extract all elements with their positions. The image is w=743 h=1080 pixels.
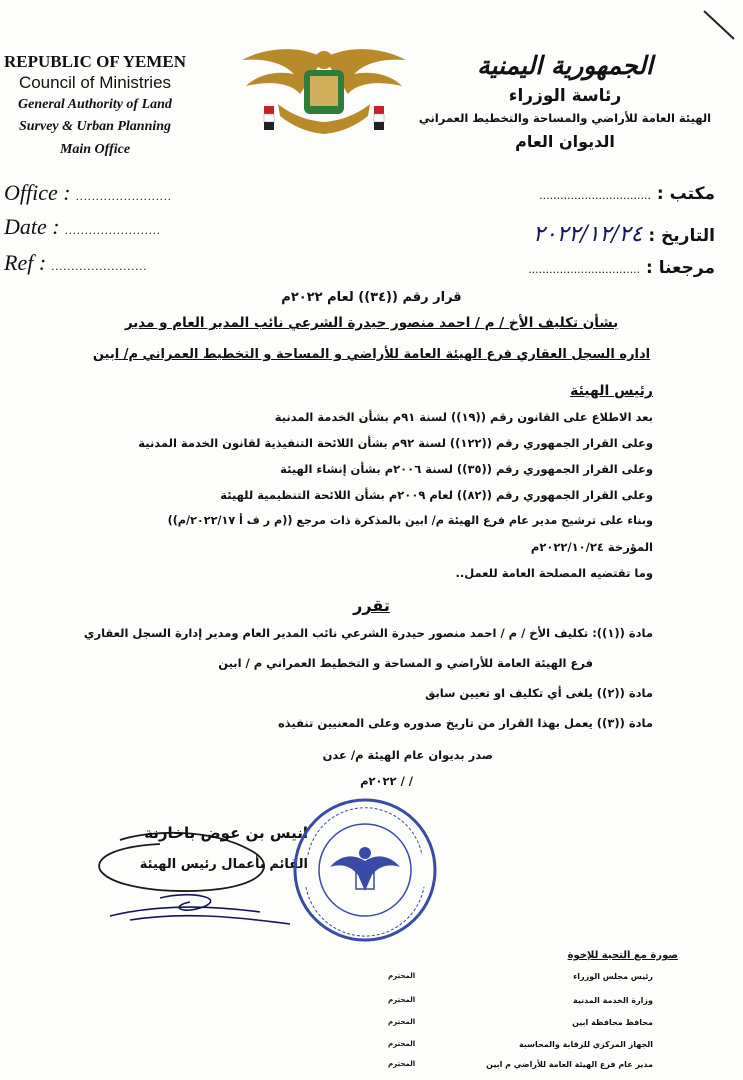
cc-recipient-5: مدير عام فرع الهيئة العامة للأراضي م ابين: [486, 1060, 653, 1069]
ref-field-en: [4, 250, 148, 276]
office-field-en: [4, 180, 172, 206]
office-field-ar: [539, 184, 715, 204]
date-label-ar: التاريخ :: [648, 226, 715, 246]
corner-pen-mark: [700, 5, 740, 45]
article-3: مادة ((٣)) يعمل بهذا القرار من تاريخ صدوره وعلى المعنيين تنفيذه: [277, 716, 653, 730]
preamble-1: بعد الاطلاع على القانون رقم ((١٩)) لسنة ٩١م بشأن الخدمة المدنية: [274, 410, 653, 424]
article-1-continued: فرع الهيئة العامة للأراضي و المساحة و التخطيط العمراني م / ابين: [218, 656, 593, 670]
header-en-office: Main Office: [59, 142, 131, 157]
ref-field-ar: [528, 258, 715, 278]
preamble-5-continued: المؤرخة ٢٠٢٢/١٠/٢٤م: [530, 540, 653, 554]
header-ar-authority: الهيئة العامة للأراضي والمساحة والتخطيط العمراني: [418, 111, 712, 125]
cc-respect-2: المحترم: [388, 996, 416, 1004]
cc-respect-1: المحترم: [388, 972, 416, 980]
cc-recipient-4: الجهاز المركزي للرقابة والمحاسبة: [519, 1040, 653, 1049]
date-label-en: Date :: [4, 214, 60, 239]
decree-subject-line1: بشأن تكليف الأخ / م / احمد منصور حيدرة الشرعي نائب المدير العام و مدير: [124, 315, 619, 331]
chairman-heading: رئيس الهيئة: [570, 383, 653, 399]
decree-subject-line2: اداره السجل العقاري فرع الهيئة العامة للأراضي و المساحة و التخطيط العمراني م/ ابين: [92, 347, 651, 362]
cc-respect-4: المحترم: [388, 1040, 416, 1048]
date-dots-en: ........................: [65, 223, 162, 237]
header-en-country: REPUBLIC OF YEMEN: [4, 52, 186, 71]
cc-respect-3: المحترم: [388, 1018, 416, 1026]
cc-recipient-1: رئيس مجلس الوزراء: [573, 972, 653, 981]
cc-recipient-3: محافظ محافظة ابين: [572, 1018, 653, 1027]
issued-place: صدر بديوان عام الهيئة م/ عدن: [322, 748, 493, 762]
article-1: مادة ((١)): تكليف الأخ / م / احمد منصور حيدرة الشرعي نائب المدير العام ومدير إدارة السجل العقاري: [83, 626, 653, 640]
ref-label-en: Ref :: [4, 250, 47, 275]
header-ar-presidency: رئاسة الوزراء: [508, 86, 622, 106]
header-ar: [415, 48, 715, 156]
preamble-3: وعلى القرار الجمهوري رقم ((٣٥)) لسنة ٢٠٠٦م بشأن إنشاء الهيئة: [280, 462, 653, 476]
signatory-name: انيس بن عوض باخارنة: [144, 824, 308, 842]
ref-dots-ar: ................................: [528, 263, 641, 276]
date-value-handwritten: ٢٠٢٢/١٢/٢٤: [533, 222, 643, 247]
article-2: مادة ((٢)) يلغى أي تكليف او تعيين سابق: [425, 686, 653, 700]
preamble-2: وعلى القرار الجمهوري رقم ((١٢٢)) لسنة ٩٢م بشأن اللائحة التنفيذية لقانون الخدمة المدنية: [138, 436, 653, 450]
office-dots-ar: ................................: [539, 189, 651, 202]
decides-heading: تقرر: [353, 596, 390, 615]
header-en-survey: Survey & Urban Planning: [18, 119, 172, 134]
ref-dots-en: ........................: [51, 259, 148, 273]
date-field-en: [4, 214, 161, 240]
header-en: [0, 52, 190, 162]
header-ar-republic: الجمهورية اليمنية: [477, 51, 653, 80]
header-en-council: Council of Ministries: [18, 73, 172, 92]
yemen-eagle-emblem: [238, 40, 410, 140]
date-field-ar: [533, 222, 715, 247]
decree-title: قرار رقم ((٣٤)) لعام ٢٠٢٢م: [281, 290, 462, 305]
preamble-last: وما تقتضيه المصلحة العامة للعمل..: [455, 566, 653, 580]
preamble-5: وبناء على ترشيح مدير عام فرع الهيئة م/ ابين بالمذكرة ذات مرجع ((م ر ف أ ٢٠٢٢/١٧/م)): [167, 514, 653, 527]
official-stamp: [290, 795, 440, 945]
signatory-title: القائم بأعمال رئيس الهيئة: [139, 857, 308, 872]
header-en-authority: General Authority of Land: [18, 97, 172, 112]
office-label-ar: مكتب :: [656, 184, 715, 204]
cc-respect-5: المحترم: [388, 1060, 416, 1068]
ref-label-ar: مرجعنا :: [646, 258, 715, 278]
cc-recipient-2: وزارة الخدمة المدنية: [572, 996, 653, 1005]
office-label-en: Office :: [4, 180, 71, 205]
office-dots-en: ........................: [76, 189, 173, 203]
preamble-4: وعلى القرار الجمهوري رقم ((٨٢)) لعام ٢٠٠٩م بشأن اللائحة التنظيمية للهيئة: [220, 488, 653, 502]
header-ar-office: الديوان العام: [515, 132, 615, 151]
cc-heading: صورة مع التحية للإخوة: [567, 950, 678, 961]
issued-date: / / ٢٠٢٢م: [360, 774, 413, 788]
